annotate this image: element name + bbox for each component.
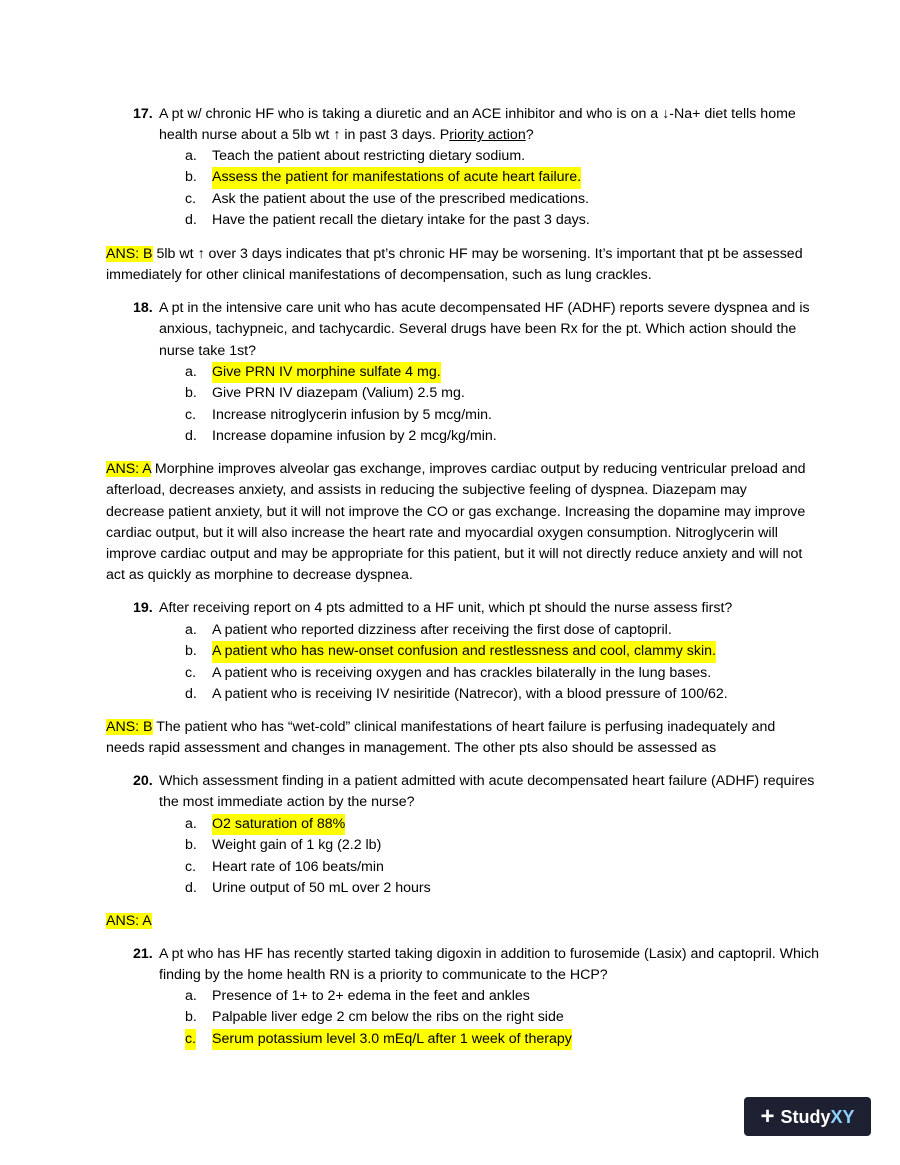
question-number: 21. [133,946,153,962]
studyxy-logo[interactable] [744,1097,871,1136]
option-b: b. Give PRN IV diazepam (Valium) 2.5 mg. [185,385,465,402]
option-a: a. Give PRN IV morphine sulfate 4 mg. [185,362,825,383]
answer-20 [106,911,806,932]
question-text: A pt who has HF has recently started taking digoxin in addition to furosemide (Lasix) and captopril. Which finding by the home health RN is a priority to communicate to the HCP? [159,946,820,984]
question-20 [133,771,823,814]
highlighted-answer: Serum potassium level 3.0 mEq/L after 1 week of therapy [212,1029,572,1050]
options-18 [185,362,825,447]
option-a: a. Presence of 1+ to 2+ edema in the feet and ankles [185,988,530,1004]
highlighted-answer: Assess the patient for manifestations of acute heart failure. [212,167,581,188]
option-d: d. Have the patient recall the dietary intake for the past 3 days. [185,211,590,228]
option-b: b. Weight gain of 1 kg (2.2 lb) [185,837,382,854]
option-b: b. Assess the patient for manifestations of acute heart failure. [185,167,825,188]
question-number: 18. [133,300,153,316]
question-number: 17. [133,106,153,122]
option-a: a. O2 saturation of 88% [185,814,825,835]
option-a: a. Teach the patient about restricting dietary sodium. [185,148,526,164]
answer-label: ANS: B [106,719,153,735]
option-c: c. Ask the patient about the use of the prescribed medications. [185,190,589,207]
question-text: A pt in the intensive care unit who has acute decompensated HF (ADHF) reports severe dyspnea and is anxious, tachypneic, and tachycardic. Several drugs have been Rx for the pt. Which action should the nurse take 1st? [159,300,810,359]
option-b: b. A patient who has new-onset confusion and restlessness and cool, clammy skin. [185,641,825,662]
option-d: d. Urine output of 50 mL over 2 hours [185,879,431,896]
question-number: 19. [133,600,153,616]
question-number: 20. [133,773,153,789]
answer-label: ANS: A [106,461,151,477]
question-21 [133,944,823,987]
logo-text: StudyXY [780,1106,855,1127]
highlighted-answer: O2 saturation of 88% [212,814,345,835]
answer-17 [106,244,806,287]
options-19 [185,620,825,705]
options-21 [185,986,825,1050]
plus-icon: + [760,1102,775,1130]
question-text: After receiving report on 4 pts admitted to a HF unit, which pt should the nurse assess first? [159,600,733,616]
answer-label: ANS: B [106,246,153,262]
question-text: A pt w/ chronic HF who is taking a diuretic and an ACE inhibitor and who is on a ↓-Na+ diet tells home health nurse about a 5lb wt ↑ in past 3 days. Priority action? [159,106,796,144]
option-c: c. A patient who is receiving oxygen and has crackles bilaterally in the lung bases. [185,664,712,681]
question-18 [133,298,823,362]
question-19 [133,598,823,619]
answer-19 [106,717,806,760]
highlighted-answer: Give PRN IV morphine sulfate 4 mg. [212,362,441,383]
options-20 [185,814,825,899]
answer-explanation: 5lb wt ↑ over 3 days indicates that pt’s chronic HF may be worsening. It’s important that pt be assessed immediately for other clinical manifestations of decompensation, such as lung crackles. [106,246,803,284]
question-17 [133,104,823,147]
answer-label: ANS: A [106,913,152,929]
option-c: c. Increase nitroglycerin infusion by 5 mcg/min. [185,406,492,423]
answer-18 [106,459,806,587]
answer-explanation: Morphine improves alveolar gas exchange, improves cardiac output by reducing ventricular preload and afterload, decreases anxiety, and assists in reducing the subjective feeling of dyspnea. Diazepam may decrease patient anxiety, but it will not improve the CO or gas exchange. Increasing the dopamine may improve cardiac output, but it will also increase the heart rate and myocardial oxygen consumption. Nitroglycerin will improve cardiac output and may be appropriate for this patient, but it will not directly reduce anxiety and will not act as quickly as morphine to decrease dyspnea. [106,461,806,584]
option-c: c. Heart rate of 106 beats/min [185,858,384,875]
option-d: d. Increase dopamine infusion by 2 mcg/kg/min. [185,427,497,444]
option-b: b. Palpable liver edge 2 cm below the ribs on the right side [185,1009,564,1026]
answer-explanation: The patient who has “wet-cold” clinical manifestations of heart failure is perfusing inadequately and needs rapid assessment and changes in management. The other pts also should be assessed as [106,719,776,757]
option-a: a. A patient who reported dizziness after receiving the first dose of captopril. [185,622,672,638]
question-text: Which assessment finding in a patient admitted with acute decompensated heart failure (ADHF) requires the most immediate action by the nurse? [159,773,815,811]
highlighted-answer: A patient who has new-onset confusion and restlessness and cool, clammy skin. [212,641,716,662]
option-c: c. Serum potassium level 3.0 mEq/L after 1 week of therapy [185,1029,825,1050]
options-17 [185,146,825,231]
option-d: d. A patient who is receiving IV nesiritide (Natrecor), with a blood pressure of 100/62. [185,685,728,702]
